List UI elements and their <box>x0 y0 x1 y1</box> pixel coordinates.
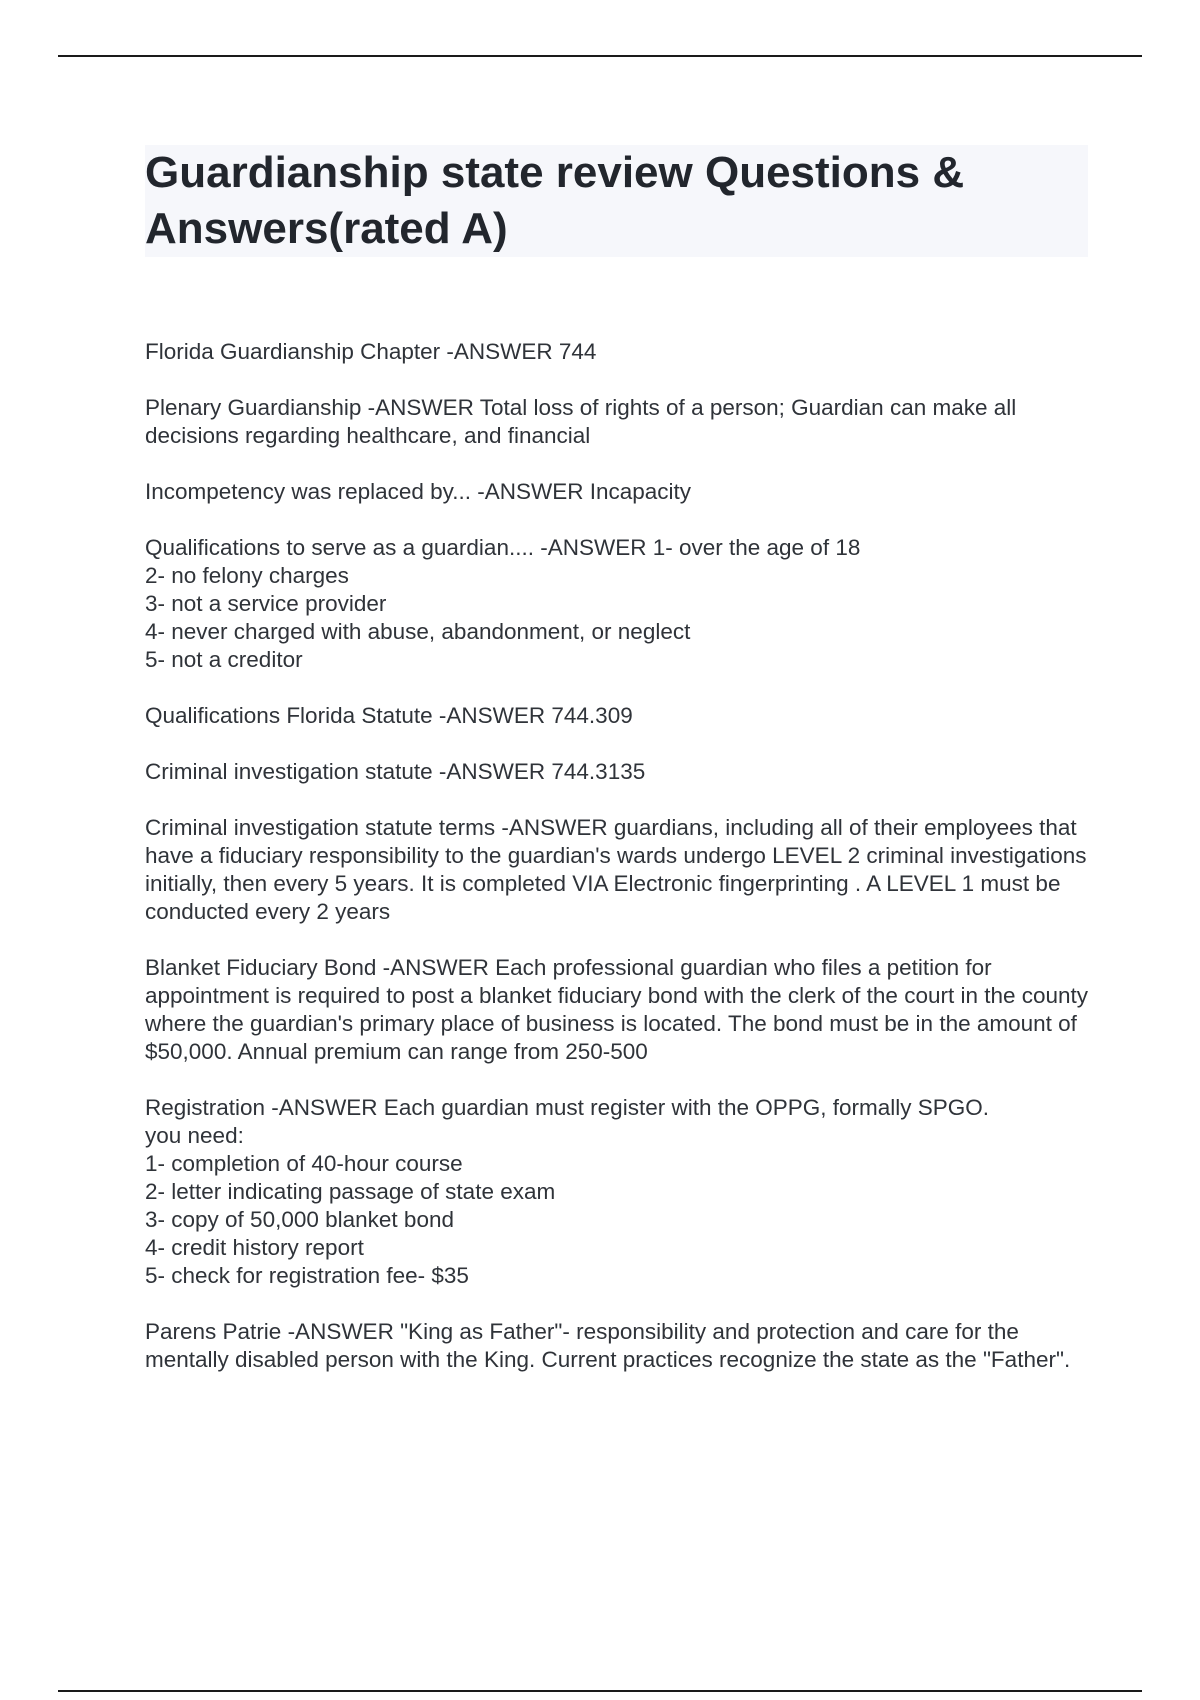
qa-entry: Qualifications to serve as a guardian.... -ANSWER 1- over the age of 18 2- no felony charges 3- not a service provider 4- never charged with abuse, abandonment, or neglect 5- not a creditor <box>145 535 861 672</box>
qa-entry: Registration -ANSWER Each guardian must register with the OPPG, formally SPGO. you need: 1- completion of 40-hour course 2- letter indicating passage of state exam 3- copy of 50,000 blanket bond 4- credit history report 5- check for registration fee- $35 <box>145 1095 990 1288</box>
qa-list <box>145 338 1090 1402</box>
document-title: Guardianship state review Questions & Answers(rated A) <box>145 148 965 253</box>
qa-entry: Criminal investigation statute terms -ANSWER guardians, including all of their employees that have a fiduciary responsibility to the guardian's wards undergo LEVEL 2 criminal investigations initially, then every 5 years. It is completed VIA Electronic fingerprinting . A LEVEL 1 must be conducted every 2 years <box>145 815 1087 924</box>
qa-entry: Criminal investigation statute -ANSWER 744.3135 <box>145 759 646 784</box>
qa-entry: Plenary Guardianship -ANSWER Total loss of rights of a person; Guardian can make all decisions regarding healthcare, and financial <box>145 395 1017 448</box>
qa-entry: Parens Patrie -ANSWER "King as Father"- responsibility and protection and care for the mentally disabled person with the King. Current practices recognize the state as the "Father". <box>145 1319 1071 1372</box>
qa-entry: Florida Guardianship Chapter -ANSWER 744 <box>145 339 597 364</box>
title-block <box>145 145 1088 257</box>
top-rule <box>58 55 1142 57</box>
bottom-rule <box>58 1690 1142 1692</box>
qa-entry: Blanket Fiduciary Bond -ANSWER Each professional guardian who files a petition for appointment is required to post a blanket fiduciary bond with the clerk of the court in the county where the guardian's primary place of business is located. The bond must be in the amount of $50,000. Annual premium can range from 250-500 <box>145 955 1089 1064</box>
qa-entry: Incompetency was replaced by... -ANSWER Incapacity <box>145 479 692 504</box>
qa-entry: Qualifications Florida Statute -ANSWER 744.309 <box>145 703 633 728</box>
